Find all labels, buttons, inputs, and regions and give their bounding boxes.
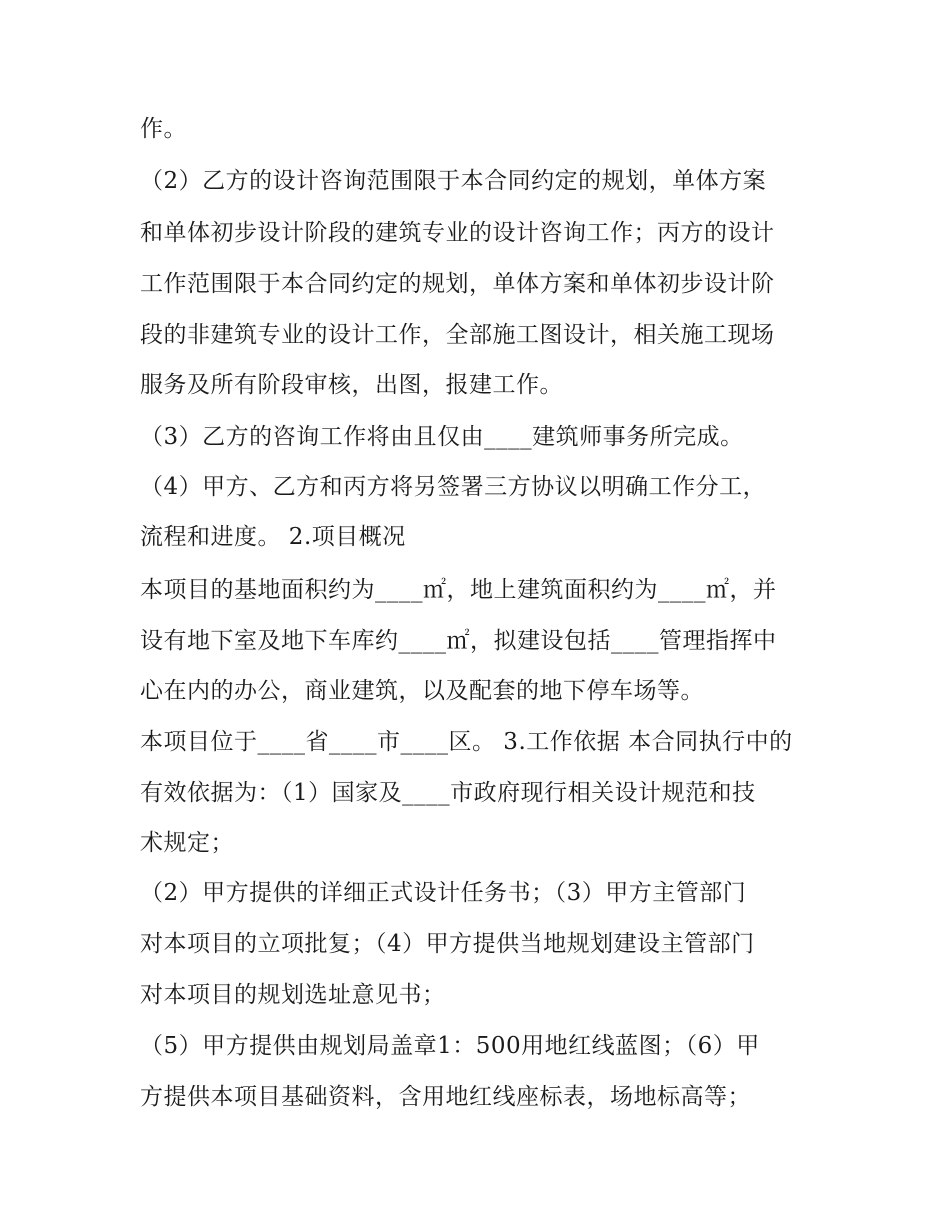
text-line: 术规定； [140, 830, 234, 856]
text-line: 方提供本项目基础资料，含用地红线座标表，场地标高等； [140, 1084, 751, 1110]
text-line: 对本项目的规划选址意见书； [140, 982, 446, 1008]
text-line: 本项目的基地面积约为____㎡，地上建筑面积约为____㎡，并 [140, 577, 777, 603]
text-line: （3）乙方的咨询工作将由且仅由____建筑师事务所完成。 [140, 424, 744, 450]
text-line: 心在内的办公，商业建筑，以及配套的地下停车场等。 [140, 678, 704, 704]
text-line: 段的非建筑专业的设计工作，全部施工图设计，相关施工现场 [140, 322, 775, 348]
text-line: （5）甲方提供由规划局盖章1：500用地红线蓝图；（6）甲 [140, 1033, 760, 1059]
text-line: （2）乙方的设计咨询范围限于本合同约定的规划，单体方案 [140, 168, 767, 194]
text-line: 工作范围限于本合同约定的规划，单体方案和单体初步设计阶 [140, 271, 775, 297]
text-line: 设有地下室及地下车库约____㎡，拟建设包括____管理指挥中 [140, 628, 777, 654]
text-line: （2）甲方提供的详细正式设计任务书；（3）甲方主管部门 [140, 880, 747, 906]
text-line: 有效依据为：（1）国家及____市政府现行相关设计规范和技 [140, 780, 756, 806]
text-line: 对本项目的立项批复；（4）甲方提供当地规划建设主管部门 [140, 931, 755, 957]
text-line: 和单体初步设计阶段的建筑专业的设计咨询工作；丙方的设计 [140, 220, 775, 246]
text-line: 服务及所有阶段审核，出图，报建工作。 [140, 372, 563, 398]
text-line: 作。 [140, 116, 187, 142]
text-line: （4）甲方、乙方和丙方将另签署三方协议以明确工作分工， [140, 474, 767, 500]
text-line: 本项目位于____省____市____区。 3.工作依据 本合同执行中的 [140, 729, 793, 755]
text-line: 流程和进度。 2.项目概况 [140, 524, 406, 550]
